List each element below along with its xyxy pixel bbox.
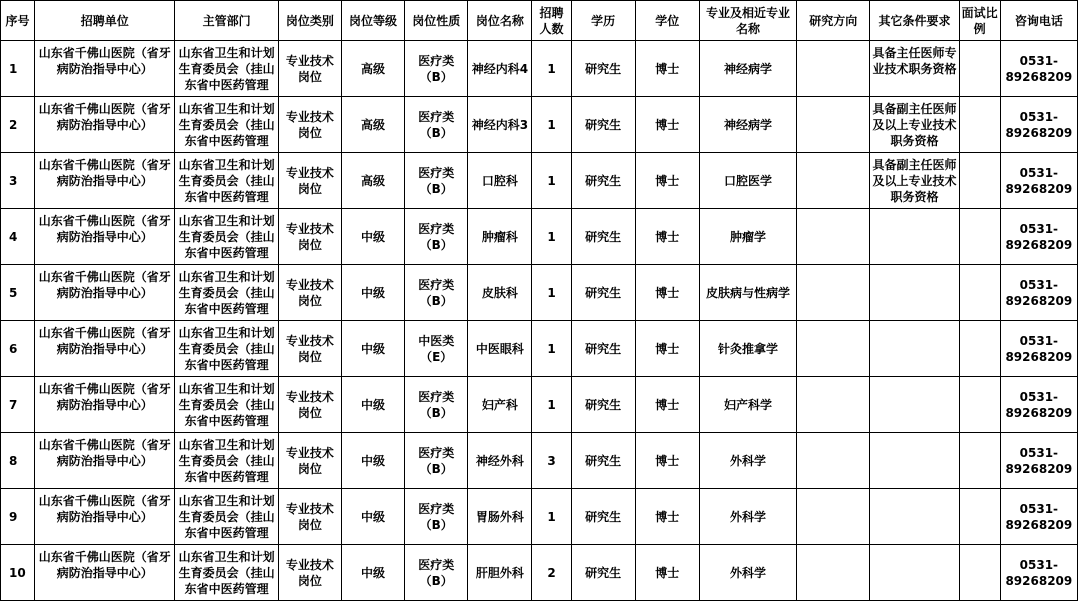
cell-edu: 研究生: [571, 545, 635, 601]
cell-direction: [797, 545, 870, 601]
cell-name: 神经内科3: [468, 97, 532, 153]
cell-ratio: [959, 433, 1000, 489]
cell-unit-text: 山东省千佛山医院（省牙病防治指导中心）: [38, 549, 171, 580]
cell-dept: [175, 41, 278, 97]
cell-nature: 医疗类（B）: [405, 489, 468, 545]
cell-unit-text: 山东省千佛山医院（省牙病防治指导中心）: [38, 437, 171, 468]
cell-major: 妇产科学: [699, 377, 796, 433]
cell-level: 高级: [341, 41, 404, 97]
cell-seq: 6: [1, 321, 35, 377]
cell-ratio: [959, 489, 1000, 545]
cell-count: 1: [532, 97, 571, 153]
cell-direction: [797, 433, 870, 489]
cell-category: 专业技术岗位: [278, 209, 341, 265]
table-row: [1, 97, 1078, 153]
cell-other-text: 具备副主任医师及以上专业技术职务资格: [872, 101, 957, 148]
cell-unit-text: 山东省千佛山医院（省牙病防治指导中心）: [38, 213, 171, 244]
cell-level: 中级: [341, 209, 404, 265]
cell-other-text: 具备副主任医师及以上专业技术职务资格: [872, 157, 957, 204]
cell-count: 3: [532, 433, 571, 489]
cell-nature: 中医类（E）: [405, 321, 468, 377]
cell-dept: [175, 433, 278, 489]
cell-other-text: 具备主任医师专业技术职务资格: [872, 45, 957, 76]
cell-nature: 医疗类（B）: [405, 209, 468, 265]
cell-other-text: [872, 549, 956, 597]
cell-seq: 10: [1, 545, 35, 601]
cell-major: 神经病学: [699, 97, 796, 153]
cell-degree: 博士: [635, 489, 699, 545]
cell-ratio: [959, 265, 1000, 321]
cell-ratio: [959, 97, 1000, 153]
cell-nature: 医疗类（B）: [405, 41, 468, 97]
table-row: [1, 321, 1078, 377]
cell-dept-text: 山东省卫生和计划生育委员会（挂山东省中医药管理: [178, 549, 275, 596]
cell-seq: 8: [1, 433, 35, 489]
cell-other-text: [872, 213, 956, 261]
cell-major: 神经病学: [699, 41, 796, 97]
cell-degree: 博士: [635, 153, 699, 209]
header-seq: 序号: [1, 1, 35, 41]
cell-phone: 0531-89268209: [1000, 209, 1077, 265]
header-category: 岗位类别: [278, 1, 341, 41]
cell-edu: 研究生: [571, 265, 635, 321]
cell-nature: 医疗类（B）: [405, 265, 468, 321]
table-row: [1, 433, 1078, 489]
cell-unit-text: 山东省千佛山医院（省牙病防治指导中心）: [38, 325, 171, 356]
cell-dept: [175, 489, 278, 545]
cell-unit: [35, 97, 175, 153]
cell-dept-text: 山东省卫生和计划生育委员会（挂山东省中医药管理: [178, 325, 275, 372]
cell-category: 专业技术岗位: [278, 153, 341, 209]
cell-unit: [35, 545, 175, 601]
cell-ratio: [959, 209, 1000, 265]
cell-category: 专业技术岗位: [278, 321, 341, 377]
cell-unit: [35, 41, 175, 97]
cell-direction: [797, 41, 870, 97]
cell-edu: 研究生: [571, 321, 635, 377]
cell-seq: 4: [1, 209, 35, 265]
cell-name: 中医眼科: [468, 321, 532, 377]
cell-seq: 7: [1, 377, 35, 433]
cell-unit: [35, 377, 175, 433]
cell-level: 中级: [341, 433, 404, 489]
cell-unit-text: 山东省千佛山医院（省牙病防治指导中心）: [38, 381, 171, 412]
table-row: [1, 41, 1078, 97]
cell-other: [870, 545, 959, 601]
cell-phone: 0531-89268209: [1000, 489, 1077, 545]
cell-other: [870, 97, 959, 153]
cell-ratio: [959, 545, 1000, 601]
cell-level: 中级: [341, 377, 404, 433]
header-unit: 招聘单位: [35, 1, 175, 41]
cell-phone: 0531-89268209: [1000, 97, 1077, 153]
header-other: 其它条件要求: [870, 1, 959, 41]
cell-phone: 0531-89268209: [1000, 265, 1077, 321]
table-row: [1, 489, 1078, 545]
cell-other-text: [872, 437, 956, 485]
cell-unit-text: 山东省千佛山医院（省牙病防治指导中心）: [38, 269, 171, 300]
cell-degree: 博士: [635, 97, 699, 153]
cell-direction: [797, 153, 870, 209]
cell-nature: 医疗类（B）: [405, 97, 468, 153]
cell-direction: [797, 377, 870, 433]
header-nature: 岗位性质: [405, 1, 468, 41]
cell-degree: 博士: [635, 265, 699, 321]
cell-unit: [35, 209, 175, 265]
cell-count: 1: [532, 41, 571, 97]
cell-name: 肿瘤科: [468, 209, 532, 265]
cell-direction: [797, 209, 870, 265]
cell-seq: 2: [1, 97, 35, 153]
cell-degree: 博士: [635, 377, 699, 433]
cell-direction: [797, 97, 870, 153]
cell-nature: 医疗类（B）: [405, 153, 468, 209]
cell-count: 1: [532, 265, 571, 321]
cell-phone: 0531-89268209: [1000, 321, 1077, 377]
header-phone: 咨询电话: [1000, 1, 1077, 41]
cell-other: [870, 489, 959, 545]
cell-dept-text: 山东省卫生和计划生育委员会（挂山东省中医药管理: [178, 269, 275, 316]
cell-level: 中级: [341, 545, 404, 601]
cell-level: 高级: [341, 97, 404, 153]
cell-edu: 研究生: [571, 433, 635, 489]
cell-count: 1: [532, 377, 571, 433]
cell-direction: [797, 489, 870, 545]
cell-dept: [175, 321, 278, 377]
cell-dept-text: 山东省卫生和计划生育委员会（挂山东省中医药管理: [178, 213, 275, 260]
header-level: 岗位等级: [341, 1, 404, 41]
cell-count: 1: [532, 209, 571, 265]
cell-direction: [797, 265, 870, 321]
cell-name: 肝胆外科: [468, 545, 532, 601]
cell-other: [870, 321, 959, 377]
cell-nature: 医疗类（B）: [405, 377, 468, 433]
cell-unit: [35, 265, 175, 321]
header-edu: 学历: [571, 1, 635, 41]
cell-count: 1: [532, 489, 571, 545]
table-row: [1, 153, 1078, 209]
cell-nature: 医疗类（B）: [405, 545, 468, 601]
cell-edu: 研究生: [571, 209, 635, 265]
cell-name: 妇产科: [468, 377, 532, 433]
header-dept: 主管部门: [175, 1, 278, 41]
cell-name: 神经内科4: [468, 41, 532, 97]
cell-major: 外科学: [699, 433, 796, 489]
cell-unit: [35, 489, 175, 545]
cell-phone: 0531-89268209: [1000, 433, 1077, 489]
cell-phone: 0531-89268209: [1000, 377, 1077, 433]
cell-other-text: [872, 493, 956, 541]
cell-major: 皮肤病与性病学: [699, 265, 796, 321]
cell-category: 专业技术岗位: [278, 545, 341, 601]
cell-edu: 研究生: [571, 97, 635, 153]
cell-name: 神经外科: [468, 433, 532, 489]
cell-edu: 研究生: [571, 153, 635, 209]
cell-count: 1: [532, 153, 571, 209]
cell-major: 肿瘤学: [699, 209, 796, 265]
cell-unit: [35, 153, 175, 209]
cell-unit-text: 山东省千佛山医院（省牙病防治指导中心）: [38, 157, 171, 188]
table-body: [1, 41, 1078, 601]
cell-other: [870, 41, 959, 97]
header-degree: 学位: [635, 1, 699, 41]
cell-level: 高级: [341, 153, 404, 209]
cell-category: 专业技术岗位: [278, 97, 341, 153]
table-row: [1, 545, 1078, 601]
cell-dept-text: 山东省卫生和计划生育委员会（挂山东省中医药管理: [178, 381, 275, 428]
cell-other: [870, 377, 959, 433]
cell-level: 中级: [341, 489, 404, 545]
table-row: [1, 265, 1078, 321]
cell-ratio: [959, 321, 1000, 377]
cell-nature: 医疗类（B）: [405, 433, 468, 489]
cell-seq: 3: [1, 153, 35, 209]
cell-category: 专业技术岗位: [278, 265, 341, 321]
cell-dept: [175, 209, 278, 265]
header-major: 专业及相近专业名称: [699, 1, 796, 41]
cell-unit-text: 山东省千佛山医院（省牙病防治指导中心）: [38, 45, 171, 76]
cell-dept-text: 山东省卫生和计划生育委员会（挂山东省中医药管理: [178, 493, 275, 540]
cell-dept: [175, 153, 278, 209]
table-row: [1, 209, 1078, 265]
cell-phone: 0531-89268209: [1000, 545, 1077, 601]
cell-other: [870, 153, 959, 209]
cell-dept-text: 山东省卫生和计划生育委员会（挂山东省中医药管理: [178, 101, 275, 148]
cell-name: 胃肠外科: [468, 489, 532, 545]
cell-other: [870, 433, 959, 489]
cell-edu: 研究生: [571, 377, 635, 433]
cell-dept: [175, 545, 278, 601]
cell-name: 口腔科: [468, 153, 532, 209]
cell-other: [870, 209, 959, 265]
cell-count: 1: [532, 321, 571, 377]
cell-unit-text: 山东省千佛山医院（省牙病防治指导中心）: [38, 101, 171, 132]
cell-major: 外科学: [699, 489, 796, 545]
cell-seq: 1: [1, 41, 35, 97]
cell-dept: [175, 97, 278, 153]
cell-dept-text: 山东省卫生和计划生育委员会（挂山东省中医药管理: [178, 45, 275, 92]
cell-other-text: [872, 381, 956, 429]
cell-major: 口腔医学: [699, 153, 796, 209]
cell-ratio: [959, 377, 1000, 433]
cell-major: 针灸推拿学: [699, 321, 796, 377]
cell-dept: [175, 265, 278, 321]
header-count: 招聘人数: [532, 1, 571, 41]
cell-degree: 博士: [635, 545, 699, 601]
cell-seq: 5: [1, 265, 35, 321]
header-name: 岗位名称: [468, 1, 532, 41]
cell-phone: 0531-89268209: [1000, 41, 1077, 97]
table-row: [1, 377, 1078, 433]
table-header-row: [1, 1, 1078, 41]
cell-edu: 研究生: [571, 41, 635, 97]
cell-degree: 博士: [635, 433, 699, 489]
cell-degree: 博士: [635, 321, 699, 377]
cell-unit-text: 山东省千佛山医院（省牙病防治指导中心）: [38, 493, 171, 524]
cell-direction: [797, 321, 870, 377]
cell-ratio: [959, 41, 1000, 97]
cell-phone: 0531-89268209: [1000, 153, 1077, 209]
cell-unit: [35, 321, 175, 377]
cell-category: 专业技术岗位: [278, 489, 341, 545]
cell-name: 皮肤科: [468, 265, 532, 321]
cell-level: 中级: [341, 265, 404, 321]
cell-seq: 9: [1, 489, 35, 545]
cell-dept-text: 山东省卫生和计划生育委员会（挂山东省中医药管理: [178, 437, 275, 484]
cell-major: 外科学: [699, 545, 796, 601]
cell-category: 专业技术岗位: [278, 377, 341, 433]
cell-dept-text: 山东省卫生和计划生育委员会（挂山东省中医药管理: [178, 157, 275, 204]
cell-unit: [35, 433, 175, 489]
header-direction: 研究方向: [797, 1, 870, 41]
cell-category: 专业技术岗位: [278, 433, 341, 489]
cell-edu: 研究生: [571, 489, 635, 545]
cell-level: 中级: [341, 321, 404, 377]
cell-other-text: [872, 325, 956, 373]
cell-degree: 博士: [635, 209, 699, 265]
cell-dept: [175, 377, 278, 433]
cell-count: 2: [532, 545, 571, 601]
cell-other: [870, 265, 959, 321]
cell-degree: 博士: [635, 41, 699, 97]
cell-ratio: [959, 153, 1000, 209]
cell-category: 专业技术岗位: [278, 41, 341, 97]
header-ratio: 面试比例: [959, 1, 1000, 41]
cell-other-text: [872, 269, 956, 317]
